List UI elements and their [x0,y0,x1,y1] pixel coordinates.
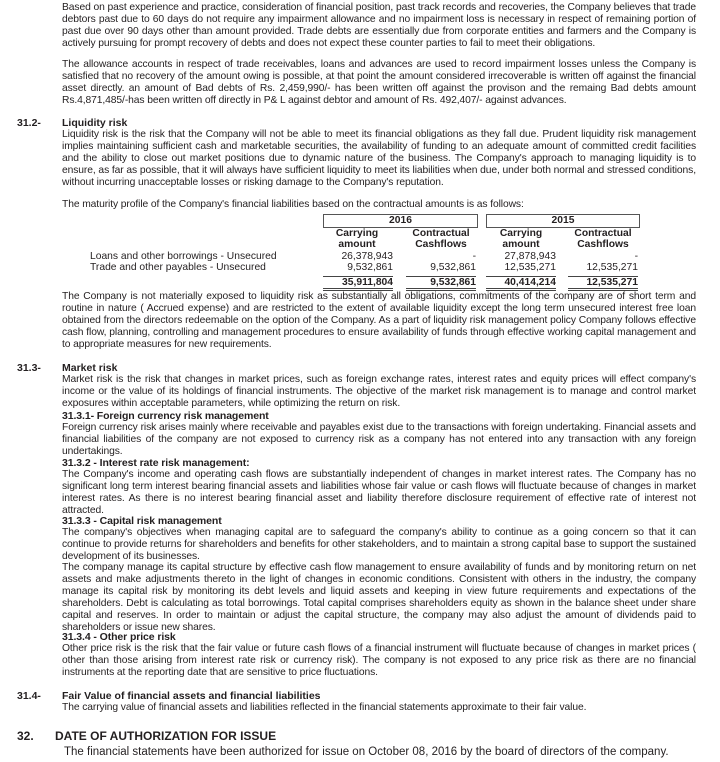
row-label-loans: Loans and other borrowings - Unsecured [90,251,277,262]
total-2016-contractual: 9,532,861 [406,276,476,291]
section-title-fair-value: Fair Value of financial assets and financial liabilities [62,690,321,702]
cell-loans-2016-carrying: 26,378,943 [341,251,393,262]
row-label-trade-payables: Trade and other payables - Unsecured [90,262,266,273]
section-title-authorization: DATE OF AUTHORIZATION FOR ISSUE [55,729,277,743]
year-header-2015: 2015 [486,214,640,228]
impairment-paragraph: Based on past experience and practice, consideration of financial position, past track records and recoveries, the Company believes that trade debtors past due to 60 days do not require any impairment allowance and no impairment loss is necessary in respect of remaining portion of past due over 90 days other than amount provided. Trade debts are essentially due from corporate entities and farmers and the Company is actively pursuing for prompt recovery of debts and does not expect these counter parties to fail to meet their obligations. [62,2,696,49]
section-number-31-4: 31.4- [17,690,41,702]
subsection-title-foreign-currency: 31.3.1- Foreign currency risk management [62,410,269,422]
allowance-paragraph: The allowance accounts in respect of trade receivables, loans and advances are used to record impairment losses unless the Company is satisfied that no recovery of the amount owing is possible, at that point the amount considered irrecoverable is written off against the financial asset directly. an amount of Bad debts of Rs. 2,459,990/- has been written off against the provison and the remaing Bad debts amount Rs.4,871,485/-has been written off directly in P& L against debtor and amount of Rs. 492,407/- against advances. [62,59,696,106]
interest-rate-body: The Company's income and operating cash flows are substantially independent of changes in market interest rates. The Company has no significant long term interest bearing financial assets and liabilities whose fair value or cash flows will fluctuate because of changes in market interest rates. As there is no interest bearing financial asset and liability therefore disclosure requirement of effective rate of interest not attracted. [62,469,696,516]
other-price-risk-body: Other price risk is the risk that the fair value or future cash flows of a financial instrument will fluctuate because of changes in market prices ( other than those arising from interest rate risk or currency risk). The company is not exposed to any price risk as there are no financial instruments at the reporting date that are sensitive to price fluctuations. [62,643,696,678]
cell-loans-2015-carrying: 27,878,943 [504,251,556,262]
col-header-2015-carrying: Carrying amount [499,228,543,250]
maturity-profile-intro: The maturity profile of the Company's financial liabilities based on the contractual amounts is as follows: [62,199,524,210]
total-2015-carrying: 40,414,214 [486,276,556,291]
cell-payables-2015-contractual: 12,535,271 [586,262,638,273]
section-title-liquidity-risk: Liquidity risk [62,117,128,129]
cell-payables-2016-contractual: 9,532,861 [430,262,476,273]
foreign-currency-body: Foreign currency risk arises mainly where receivable and payables exist due to the transactions with foreign undertaking. Financial assets and financial liabilities of the company are not exposed to currency risk as a company has not entered into any transaction with any foreign undertakings. [62,422,696,457]
cell-payables-2016-carrying: 9,532,861 [347,262,393,273]
section-number-31-3: 31.3- [17,362,41,374]
capital-risk-body-2: The company manage its capital structure by effective cash flow management to ensure availability of funds and by monitoring return on net assets and make adjustments thereto in the light of changes in economic conditions. Consistent with others in the industry, the company manage its capital risk by monitoring its debt levels and liquid assets and keeping in view future requirements and expectations of the shareholders. Debt is calculating as total borrowings. Total capital comprises shareholders equity as shown in the balance sheet under share capital and reserves. In order to maintain or adjust the capital structure, the company may also adjust the amount of dividends paid to shareholders or issue new shares. [62,562,696,633]
maturity-profile-table [60,214,650,289]
subsection-title-other-price-risk: 31.3.4 - Other price risk [62,631,176,643]
col-header-2016-contractual: Contractual Cashflows [412,228,470,250]
market-risk-body: Market risk is the risk that changes in market prices, such as foreign exchange rates, interest rates and equity prices will effect company's income or the value of its holdings of financial instruments. The objective of the market risk management is to manage and control market exposures within acceptable parameters, while optimizing the return on risk. [62,374,696,409]
cell-payables-2015-carrying: 12,535,271 [504,262,556,273]
subsection-title-capital-risk: 31.3.3 - Capital risk management [62,515,222,527]
col-header-2016-carrying: Carrying amount [335,228,379,250]
col-header-2015-contractual: Contractual Cashflows [574,228,632,250]
fair-value-body: The carrying value of financial assets and liabilities reflected in the financial statements approximate to their fair value. [62,702,587,713]
total-2016-carrying: 35,911,804 [323,276,393,291]
cell-loans-2016-contractual: - [472,251,476,262]
liquidity-exposure-paragraph: The Company is not materially exposed to liquidity risk as substantially all obligations, commitments of the company are of short term and routine in nature ( Accrued expense) and are restricted to the extent of available liquidity except the long term unsecured interest free loan obtained from the directors redeemable on the option of the Company. As a part of liquidity risk management policy Company follows effective cash flow, planning, controlling and management procedures to ensure availability of funds through effective working capital management and to appropriate measures for new requirements. [62,291,696,350]
subsection-title-interest-rate: 31.3.2 - Interest rate risk management: [62,457,250,469]
cell-loans-2015-contractual: - [634,251,638,262]
year-header-2016: 2016 [323,214,478,228]
section-number-32: 32. [17,729,34,743]
authorization-body: The financial statements have been authorized for issue on October 08, 2016 by the board of directors of the company. [64,746,669,758]
section-title-market-risk: Market risk [62,362,118,374]
total-2015-contractual: 12,535,271 [568,276,638,291]
section-number-31-2: 31.2- [17,117,41,129]
liquidity-risk-body: Liquidity risk is the risk that the Company will not be able to meet its financial obligations as they fall due. Prudent liquidity risk management implies maintaining sufficient cash and marketable securities, the availability of funding to an adequate amount of committed credit facilities and the ability to close out market positions due to dynamic nature of the business. The Company's approach to managing liquidity is to ensure, as far as possible, that it will always have sufficient liquidity to meet its liabilities when due, under both normal and stressed conditions, without incurring unacceptable losses or risking damage to the Company's reputation. [62,129,696,188]
capital-risk-body-1: The company's objectives when managing capital are to safeguard the company's ability to continue as a going concern so that it can continue to provide returns for shareholders and benefits for other stakeholders, and to maintain a strong capital base to support the sustained development of its businesses. [62,527,696,562]
